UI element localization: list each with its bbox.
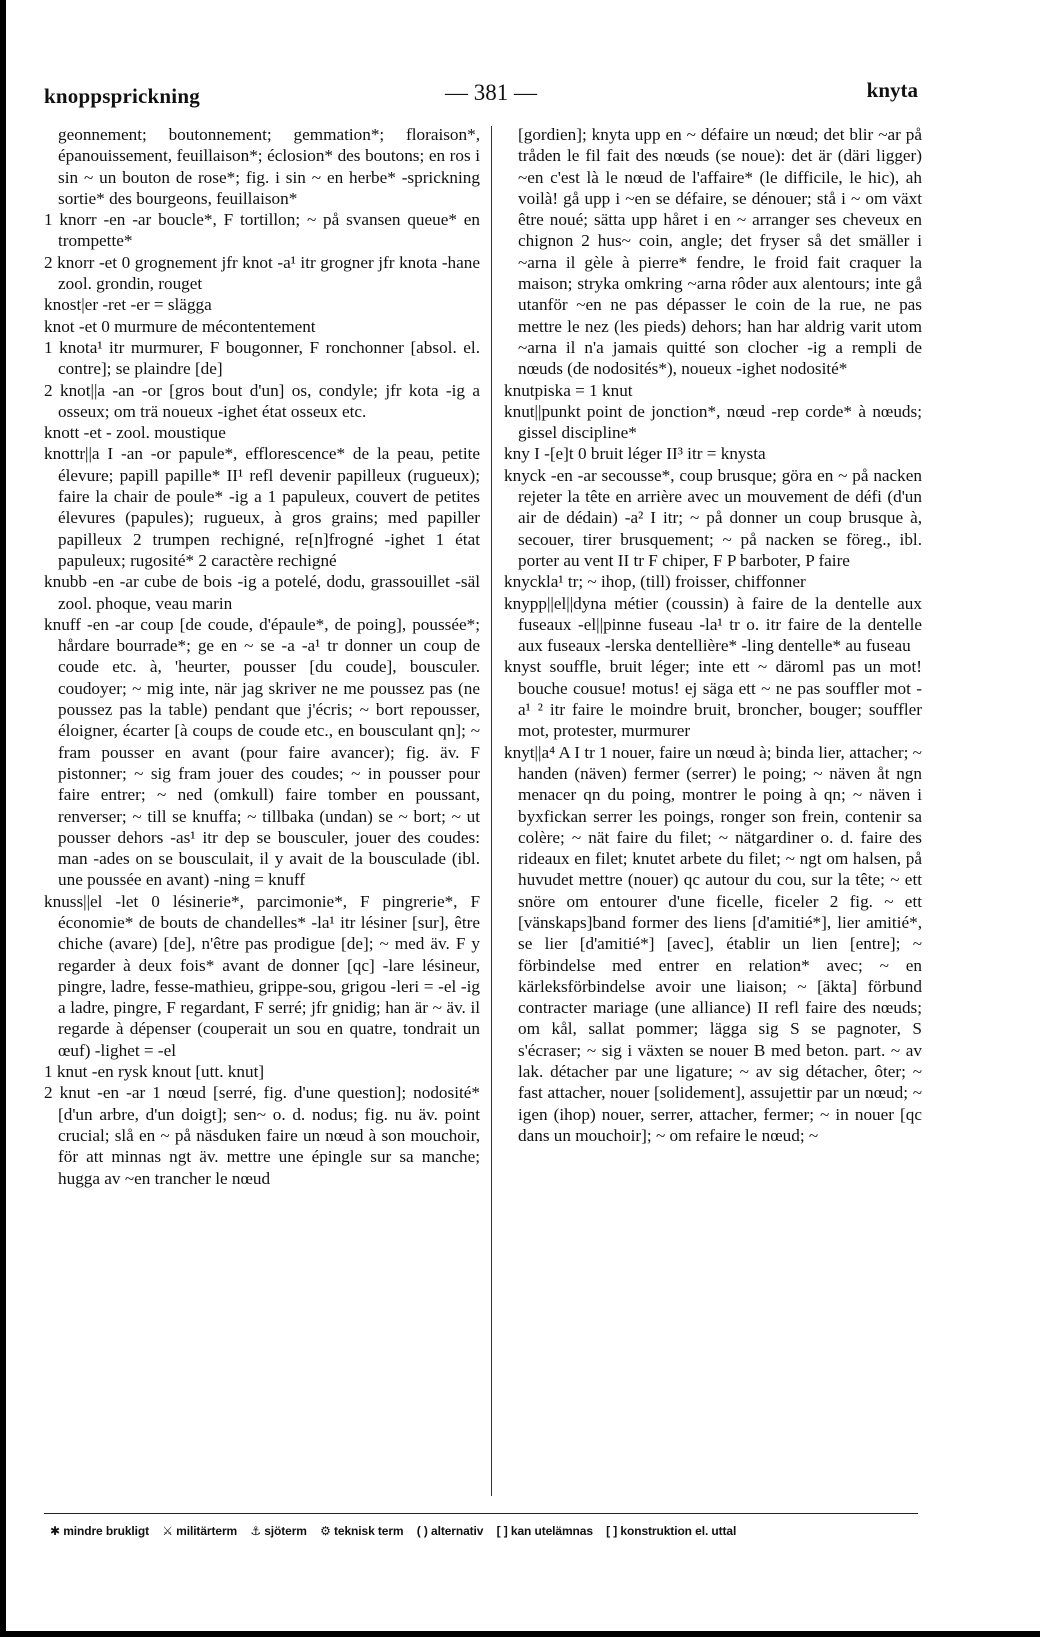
entry: knuss||el -let 0 lésinerie*, parcimonie*, F pingrerie*, F économie* de bouts de chandelles* -la¹ itr lésiner [sur], être chiche (avare) [de], n'être pas prodigue [de]; ~ med äv. F y regarder à deux fois* avant de donner [qc] -lare lésineur, pingre, ladre, fesse-mathieu, grippe-sou, grigou -leri = -el -ig a ladre, pingre, F regardant, F serré; jfr gnidig; han är ~ äv. il regarde à dépenser (couperait un sou en quatre, tondrait un œuf) -lighet = -el	[44, 891, 480, 1060]
entry: 1 knut -en rysk knout [utt. knut]	[44, 1062, 265, 1082]
legend-item: ✱ mindre brukligt	[50, 1524, 150, 1538]
entry: 1 knota¹ itr murmurer, F bougonner, F ronchonner [absol. el. contre]; se plaindre [de]	[44, 337, 480, 379]
legend-item: [ ] konstruktion el. uttal	[606, 1524, 737, 1538]
column-divider	[491, 126, 492, 1496]
right-column	[504, 124, 922, 1509]
entry: knott -et - zool. moustique	[44, 423, 226, 443]
legend-item: ( ) alternativ	[416, 1524, 484, 1538]
entry: [gordien]; knyta upp en ~ défaire un nœud; det blir ~ar på tråden le fil fait des nœuds (se noue): det är (däri ligger) ~en c'est là le nœud de l'affaire* (le difficile, le hic), ah voilà! gå upp i ~en se défaire, se dénouer; stå i ~ om växt être noué; sätta upp håret i en ~ arranger ses cheveux en chignon 2 hus~ coin, angle; det fryser så det smäller i ~arna il gèle à pierre* fendre, le froid fait craquer la maison; stryka omkring ~arna rôder aux alentours; inte gå utanför ~en ne pas dépasser le coin de la rue, ne pas mettre le nez (les pieds) dehors; han har aldrig varit utom ~arna il n'a jamais quitté son clocher -ig a rempli de nœuds (de nodosités*), noueux -ighet nodosité*	[518, 125, 922, 379]
footer-rule	[44, 1513, 918, 1514]
legend-item: ⚓ sjöterm	[250, 1524, 307, 1538]
left-headword: knoppsprickning	[44, 84, 200, 108]
entry: kny I -[e]t 0 bruit léger II³ itr = knysta	[504, 444, 766, 464]
page-number: — 381 —	[445, 80, 537, 105]
entry: knot -et 0 murmure de mécontentement	[44, 316, 316, 336]
entry: knut||punkt point de jonction*, nœud -rep corde* à nœuds; gissel discipline*	[504, 401, 922, 443]
legend-footer	[50, 1524, 930, 1538]
entry: 2 knorr -et 0 grognement jfr knot -a¹ itr grogner jfr knota -hane zool. grondin, rouget	[44, 252, 480, 294]
entry: knyckla¹ tr; ~ ihop, (till) froisser, chiffonner	[504, 572, 806, 592]
entry: knyck -en -ar secousse*, coup brusque; göra en ~ på nacken rejeter la tête en arrière avec un mouvement de défi (d'un air de dédain) -a² I itr; ~ på donner un coup brusque à, secouer, tirer brusquement; ~ på nacken se föreg., ibl. porter au vent II tr F chiper, F P barboter, P faire	[504, 465, 922, 570]
entry: knutpiska = 1 knut	[504, 380, 633, 400]
entry: 2 knot||a -an -or [gros bout d'un] os, condyle; jfr kota -ig a osseux; om trä noueux -ighet état osseux etc.	[44, 380, 480, 421]
entry: 1 knorr -en -ar boucle*, F tortillon; ~ på svansen queue* en trompette*	[44, 210, 480, 251]
entry: knuff -en -ar coup [de coude, d'épaule*, de poing], poussée*; hårdare bourrade*; ge en ~ se -a -a¹ tr donner un coup de coude etc. à, 'heurter, pousser [du coude], bousculer. coudoyer; ~ mig inte, när jag skriver ne me poussez pas (ne poussez pas la table) pendant que j'écris; ~ bort repousser, éloigner, écarter [à coups de coude etc., en bousculant qn]; ~ fram pousser en avant (pour faire avancer); fig. äv. F pistonner; ~ sig fram jouer des coudes; ~ in pousser pour faire entrer; ~ ned (omkull) faire tomber en poussant, renverser; ~ till se knuffa; ~ tillbaka (undan) se ~ bort; ~ ut pousser dehors -as¹ itr dep se bousculer, jouer des coudes: man -ades on se bousculait, il y avait de la bousculade (ibl. une poussée en avant) -ning = knuff	[44, 614, 480, 890]
entry: knypp||el||dyna métier (coussin) à faire de la dentelle aux fuseaux -el||pinne fuseau -la¹ tr o. itr faire de la dentelle aux fuseaux -lerska dentellière* -ling dentelle* au fuseau	[504, 593, 922, 656]
entry: knubb -en -ar cube de bois -ig a potelé, dodu, grassouillet -säl zool. phoque, veau marin	[44, 572, 480, 613]
entry: knost|er -ret -er = slägga	[44, 295, 212, 315]
entry: 2 knut -en -ar 1 nœud [serré, fig. d'une question]; nodosité* [d'un arbre, d'un doigt]; sen~ o. d. nodus; fig. nu äv. point crucial; slå en ~ på näsduken faire un nœud à son mouchoir, för att minnas ngt äv. mettre une épingle sur sa manche; hugga av ~en trancher le nœud	[44, 1083, 480, 1188]
legend-item: [ ] kan utelämnas	[496, 1524, 593, 1538]
page-header	[36, 78, 918, 112]
legend-item: ⚙ teknisk term	[320, 1524, 404, 1538]
left-column	[44, 124, 480, 1509]
entry: knyst souffle, bruit léger; inte ett ~ däroml pas un mot! bouche cousue! motus! ej säga ett ~ ne pas souffler mot -a¹ ² itr faire le moindre bruit, broncher, bouger; souffler mot, protester, murmurer	[504, 657, 922, 741]
right-headword: knyta	[866, 78, 918, 102]
legend-item: ⚔ militärterm	[162, 1524, 238, 1538]
entry: knyt||a⁴ A I tr 1 nouer, faire un nœud à; binda lier, attacher; ~ handen (näven) fermer (serrer) le poing; ~ näven åt ngn menacer qn du poing, montrer le poing à qn; ~ näven i byxfickan serrer les poings, ronger son frein, contenir sa colère; ~ nät faire du filet; ~ nätgardiner o. d. faire des rideaux en filet; knutet arbete du filet; ~ ngt om halsen, på huvudet mettre (nouer) qc autour du cou, sur la tête; ~ ett snöre om entourer d'une ficelle, ficeler 2 fig. ~ ett [vänskaps]band former des liens [d'amitié*], lier amitié*, se lier [d'amitié*] [avec], établir un lien [entre]; ~ förbindelse med entrer en relation* avec; ~ en kärleksförbindelse avoir une liaison; ~ [äkta] förbund contracter mariage (une alliance) II refl faire des nœuds; om kål, sallat pommer; lägga sig S se pagnoter, S s'écraser; ~ sig i växten se nouer B med beton. part. ~ av lak. détacher par une ligature; ~ av sig détacher, ôter; ~ fast attacher, nouer [solidement], assujettir par un nœud; ~ igen (ihop) nouer, serrer, attacher, fermer; ~ in nouer [qc dans un mouchoir]; ~ om refaire le nœud; ~	[504, 742, 922, 1145]
entry: geonnement; boutonnement; gemmation*; floraison*, épanouissement, feuillaison*; éclosion* des boutons; en ros i sin ~ un bouton de rose*; fig. i sin ~ en herbe* -sprickning sortie* des bourgeons, feuillaison*	[58, 125, 480, 208]
entry: knottr||a I -an -or papule*, efflorescence* de la peau, petite élevure; papill papille* II¹ refl devenir papilleux (rugueux); faire la chair de poule* -ig a 1 papuleux, couvert de petites élevures (papules); rugueux, à gros grains; med papiller papilleux 2 trumpen rechigné, re[n]frogné -ighet 1 état papuleux; rugosité* 2 caractère rechigné	[44, 444, 480, 570]
